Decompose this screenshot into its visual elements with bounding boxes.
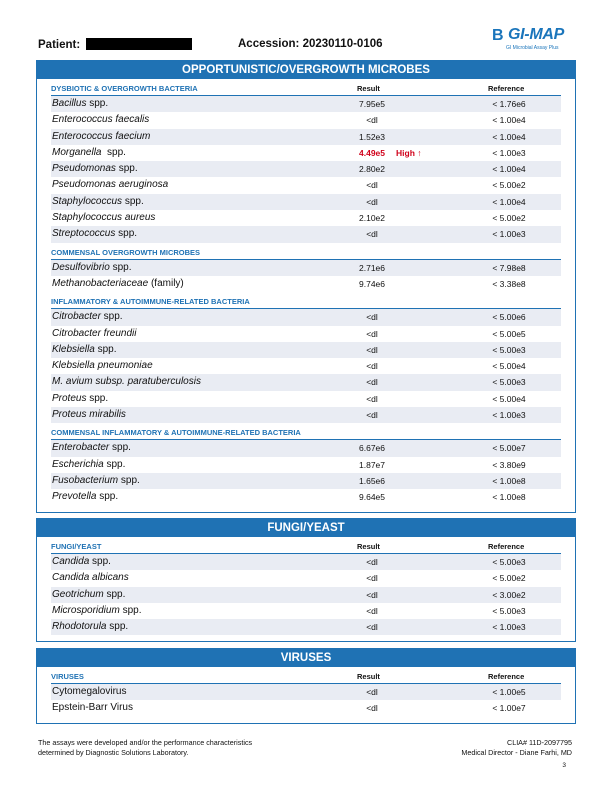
result-value: <dl	[366, 589, 378, 600]
accession-label: Accession:	[238, 38, 300, 50]
result-value: <dl	[366, 328, 378, 339]
organism-suffix: spp.	[86, 392, 109, 404]
footer-line: determined by Diagnostic Solutions Laboratory.	[38, 747, 189, 757]
patient-label: Patient:	[38, 39, 81, 51]
patient-field	[38, 38, 192, 51]
organism-genus: Candida albicans	[52, 572, 129, 584]
reference-value: < 5.00e5	[492, 328, 526, 339]
organism-name	[52, 309, 123, 325]
result-value: <dl	[366, 687, 378, 697]
organism-name	[52, 226, 137, 242]
organism-name	[52, 342, 117, 358]
reference-value: < 1.00e4	[492, 131, 526, 142]
gi-map-logo	[492, 26, 572, 56]
reference-value: < 5.00e3	[492, 377, 526, 388]
organism-genus: Pseudomonas	[52, 163, 116, 175]
organism-suffix: spp.	[96, 491, 119, 503]
reference-value: < 1.00e3	[492, 229, 526, 240]
organism-genus: Prevotella	[52, 491, 97, 503]
table-row	[51, 96, 561, 112]
table-row	[51, 700, 561, 716]
table-row	[51, 570, 561, 586]
table-row	[51, 440, 561, 456]
result-value: 9.64e5	[359, 492, 385, 503]
organism-genus: Enterobacter	[52, 442, 110, 454]
section-groups	[37, 79, 575, 506]
reference-value: < 5.00e2	[492, 180, 526, 191]
patient-name-redacted	[86, 38, 192, 50]
table-row	[51, 177, 561, 193]
reference-value: < 3.00e2	[492, 589, 526, 600]
organism-name	[52, 276, 184, 292]
medical-director: Medical Director - Diane Farhi, MD	[461, 747, 572, 757]
organism-name	[52, 194, 144, 210]
section-opportunistic-microbes	[36, 60, 576, 513]
reference-value: < 1.76e6	[492, 99, 526, 109]
organism-genus: Rhodotorula	[52, 621, 107, 633]
result-value: <dl	[366, 410, 378, 421]
result-value: <dl	[366, 196, 378, 207]
organism-suffix: spp.	[89, 556, 111, 567]
result-value: 1.87e7	[359, 459, 385, 470]
table-row	[51, 684, 561, 700]
organism-genus: Escherichia	[52, 458, 104, 470]
logo-subtitle: GI Microbial Assay Plus	[506, 45, 559, 51]
organism-genus: Citrobacter	[52, 311, 101, 323]
organism-genus: Proteus	[52, 392, 87, 404]
organism-genus: M. avium subsp. paratuberculosis	[52, 376, 201, 388]
organism-genus: Fusobacterium	[52, 474, 119, 486]
section-title: VIRUSES	[37, 649, 575, 667]
table-row	[51, 391, 561, 407]
reference-value: < 5.00e4	[492, 393, 526, 404]
table-row	[51, 276, 561, 292]
reference-value: < 3.38e8	[492, 278, 526, 289]
reference-value: < 1.00e4	[492, 196, 526, 207]
reference-value: < 7.98e8	[492, 262, 526, 273]
table-row	[51, 587, 561, 603]
result-value: <dl	[366, 605, 378, 616]
table-row	[51, 194, 561, 210]
reference-value: < 5.00e3	[492, 344, 526, 355]
section-fungi-yeast	[36, 518, 576, 642]
result-value: <dl	[366, 377, 378, 388]
organism-name	[52, 391, 108, 407]
organism-name	[52, 684, 126, 700]
organism-genus: Staphylococcus aureus	[52, 212, 156, 224]
reference-value: < 1.00e4	[492, 115, 526, 126]
organism-genus: Proteus mirabilis	[52, 409, 126, 421]
reference-value: < 5.00e2	[492, 213, 526, 224]
organism-name	[52, 570, 129, 586]
organism-name	[52, 473, 140, 489]
page-number: 3	[562, 762, 566, 769]
group-header	[51, 292, 561, 309]
result-value: 1.65e6	[359, 475, 385, 486]
organism-genus: Klebsiella pneumoniae	[52, 360, 153, 372]
organism-name	[52, 260, 132, 276]
group-label: COMMENSAL INFLAMMATORY & AUTOIMMUNE-RELATED BACTERIA	[51, 428, 301, 438]
logo-text: GI-MAP	[508, 26, 564, 43]
result-value: <dl	[366, 115, 378, 126]
footer-line: The assays were developed and/or the performance characteristics	[38, 738, 253, 747]
organism-name	[52, 554, 111, 570]
reference-column-header: Reference	[488, 84, 525, 93]
table-row	[51, 489, 561, 505]
reference-value: < 1.00e3	[492, 410, 526, 421]
result-value: <dl	[366, 361, 378, 372]
reference-value: < 3.80e9	[492, 459, 526, 470]
group-header	[51, 667, 561, 684]
organism-name	[52, 326, 136, 342]
group-label: COMMENSAL OVERGROWTH MICROBES	[51, 247, 201, 257]
table-row	[51, 619, 561, 635]
result-value: 1.52e3	[359, 131, 385, 142]
table-row	[51, 554, 561, 570]
table-row	[51, 210, 561, 226]
organism-name	[52, 374, 201, 390]
group-label: FUNGI/YEAST	[51, 542, 102, 551]
group-label: DYSBIOTIC & OVERGROWTH BACTERIA	[51, 84, 198, 93]
organism-suffix: spp.	[86, 98, 109, 109]
group-header	[51, 423, 561, 440]
reference-value: < 5.00e2	[492, 573, 526, 584]
organism-name	[52, 161, 138, 177]
organism-genus: Enterococcus faecalis	[52, 114, 150, 126]
organism-genus: Microsporidium	[52, 604, 120, 616]
organism-suffix: Epstein-Barr Virus	[52, 702, 133, 714]
organism-name	[52, 603, 141, 619]
result-value: 2.10e2	[359, 213, 385, 224]
result-value: <dl	[366, 557, 378, 567]
group-header	[51, 537, 561, 554]
reference-value: < 1.00e5	[492, 687, 526, 697]
footer-lab-info	[461, 738, 572, 757]
reference-value: < 1.00e8	[492, 475, 526, 486]
reference-value: < 1.00e7	[492, 703, 526, 714]
organism-suffix: spp.	[103, 588, 126, 600]
table-row	[51, 112, 561, 128]
table-row	[51, 473, 561, 489]
organism-name	[52, 619, 128, 635]
result-value: 2.80e2	[359, 164, 385, 175]
result-value: <dl	[366, 393, 378, 404]
accession-field	[238, 38, 383, 50]
organism-genus: Klebsiella	[52, 343, 95, 355]
organism-suffix: spp.	[106, 621, 129, 633]
reference-value: < 1.00e3	[492, 147, 526, 158]
group-header	[51, 79, 561, 96]
organism-genus: Bacillus	[52, 98, 87, 109]
organism-suffix: spp.	[122, 195, 144, 207]
organism-genus: Morganella	[52, 146, 102, 158]
reference-value: < 5.00e4	[492, 361, 526, 372]
table-row	[51, 326, 561, 342]
organism-name	[52, 358, 153, 374]
organism-suffix: spp.	[119, 604, 142, 616]
reference-value: < 1.00e8	[492, 492, 526, 503]
organism-genus: Streptococcus	[52, 228, 116, 240]
result-value: 2.71e6	[359, 262, 385, 273]
accession-value: 20230110-0106	[302, 38, 383, 50]
organism-genus: Geotrichum	[52, 588, 104, 600]
section-viruses	[36, 648, 576, 724]
group-label: VIRUSES	[51, 672, 84, 681]
organism-suffix: spp.	[115, 228, 138, 240]
table-row	[51, 358, 561, 374]
table-row	[51, 603, 561, 619]
organism-genus: Enterococcus faecium	[52, 130, 151, 142]
section-groups	[37, 537, 575, 635]
organism-suffix: spp.	[109, 442, 131, 454]
organism-name	[52, 700, 133, 716]
group-label: INFLAMMATORY & AUTOIMMUNE-RELATED BACTERIA	[51, 297, 250, 307]
section-title: FUNGI/YEAST	[37, 519, 575, 537]
reference-value: < 5.00e3	[492, 605, 526, 616]
result-value: <dl	[366, 180, 378, 191]
reference-value: < 5.00e3	[492, 557, 526, 567]
result-column-header: Result	[357, 84, 380, 93]
section-groups	[37, 667, 575, 717]
result-value: 9.74e6	[359, 278, 385, 289]
table-row	[51, 226, 561, 242]
high-flag: High ↑	[396, 147, 422, 158]
result-value: <dl	[366, 573, 378, 584]
group-header	[51, 243, 561, 260]
organism-suffix: spp.	[109, 261, 132, 273]
organism-name	[52, 129, 150, 145]
organism-genus: Candida	[52, 556, 90, 567]
section-title: OPPORTUNISTIC/OVERGROWTH MICROBES	[37, 61, 575, 79]
organism-suffix: spp.	[115, 163, 138, 175]
reference-column-header: Reference	[488, 672, 525, 681]
reference-value: < 1.00e4	[492, 164, 526, 175]
result-value: 7.95e5	[359, 99, 385, 109]
table-row	[51, 129, 561, 145]
result-value: <dl	[366, 312, 378, 323]
result-value: <dl	[366, 344, 378, 355]
table-row	[51, 260, 561, 276]
organism-name	[52, 489, 118, 505]
organism-suffix: spp.	[101, 146, 126, 158]
result-value: <dl	[366, 703, 378, 714]
result-value: 4.49e5	[359, 147, 385, 158]
organism-genus: Desulfovibrio	[52, 261, 110, 273]
organism-name	[52, 112, 149, 128]
clia-number: CLIA# 11D-2097795	[507, 738, 572, 747]
result-value: <dl	[366, 622, 378, 633]
result-column-header: Result	[357, 542, 380, 551]
reference-value: < 5.00e7	[492, 443, 526, 454]
table-row	[51, 342, 561, 358]
table-row	[51, 145, 561, 161]
table-row	[51, 161, 561, 177]
organism-suffix: spp.	[100, 311, 123, 323]
table-row	[51, 407, 561, 423]
organism-genus: Methanobacteriaceae	[52, 277, 149, 289]
organism-name	[52, 96, 108, 112]
logo-mark-icon: B	[492, 27, 504, 44]
table-row	[51, 374, 561, 390]
organism-name	[52, 210, 155, 226]
organism-name	[52, 587, 125, 603]
report-header	[38, 26, 578, 58]
reference-column-header: Reference	[488, 542, 525, 551]
organism-genus: Staphylococcus	[52, 195, 123, 207]
organism-suffix: Cytomegalovirus	[52, 686, 127, 697]
organism-suffix: spp.	[94, 343, 117, 355]
result-value: <dl	[366, 229, 378, 240]
reference-value: < 5.00e6	[492, 312, 526, 323]
organism-name	[52, 457, 125, 473]
organism-name	[52, 440, 131, 456]
organism-name	[52, 407, 126, 423]
result-value: 6.67e6	[359, 443, 385, 454]
result-column-header: Result	[357, 672, 380, 681]
organism-genus: Pseudomonas aeruginosa	[52, 179, 169, 191]
table-row	[51, 309, 561, 325]
reference-value: < 1.00e3	[492, 622, 526, 633]
footer-disclaimer	[38, 738, 252, 757]
organism-suffix: spp.	[118, 474, 140, 486]
table-row	[51, 457, 561, 473]
organism-name	[52, 177, 168, 193]
organism-name	[52, 145, 126, 161]
organism-suffix: (family)	[148, 277, 184, 289]
organism-genus: Citrobacter freundii	[52, 327, 137, 339]
organism-suffix: spp.	[103, 458, 126, 470]
